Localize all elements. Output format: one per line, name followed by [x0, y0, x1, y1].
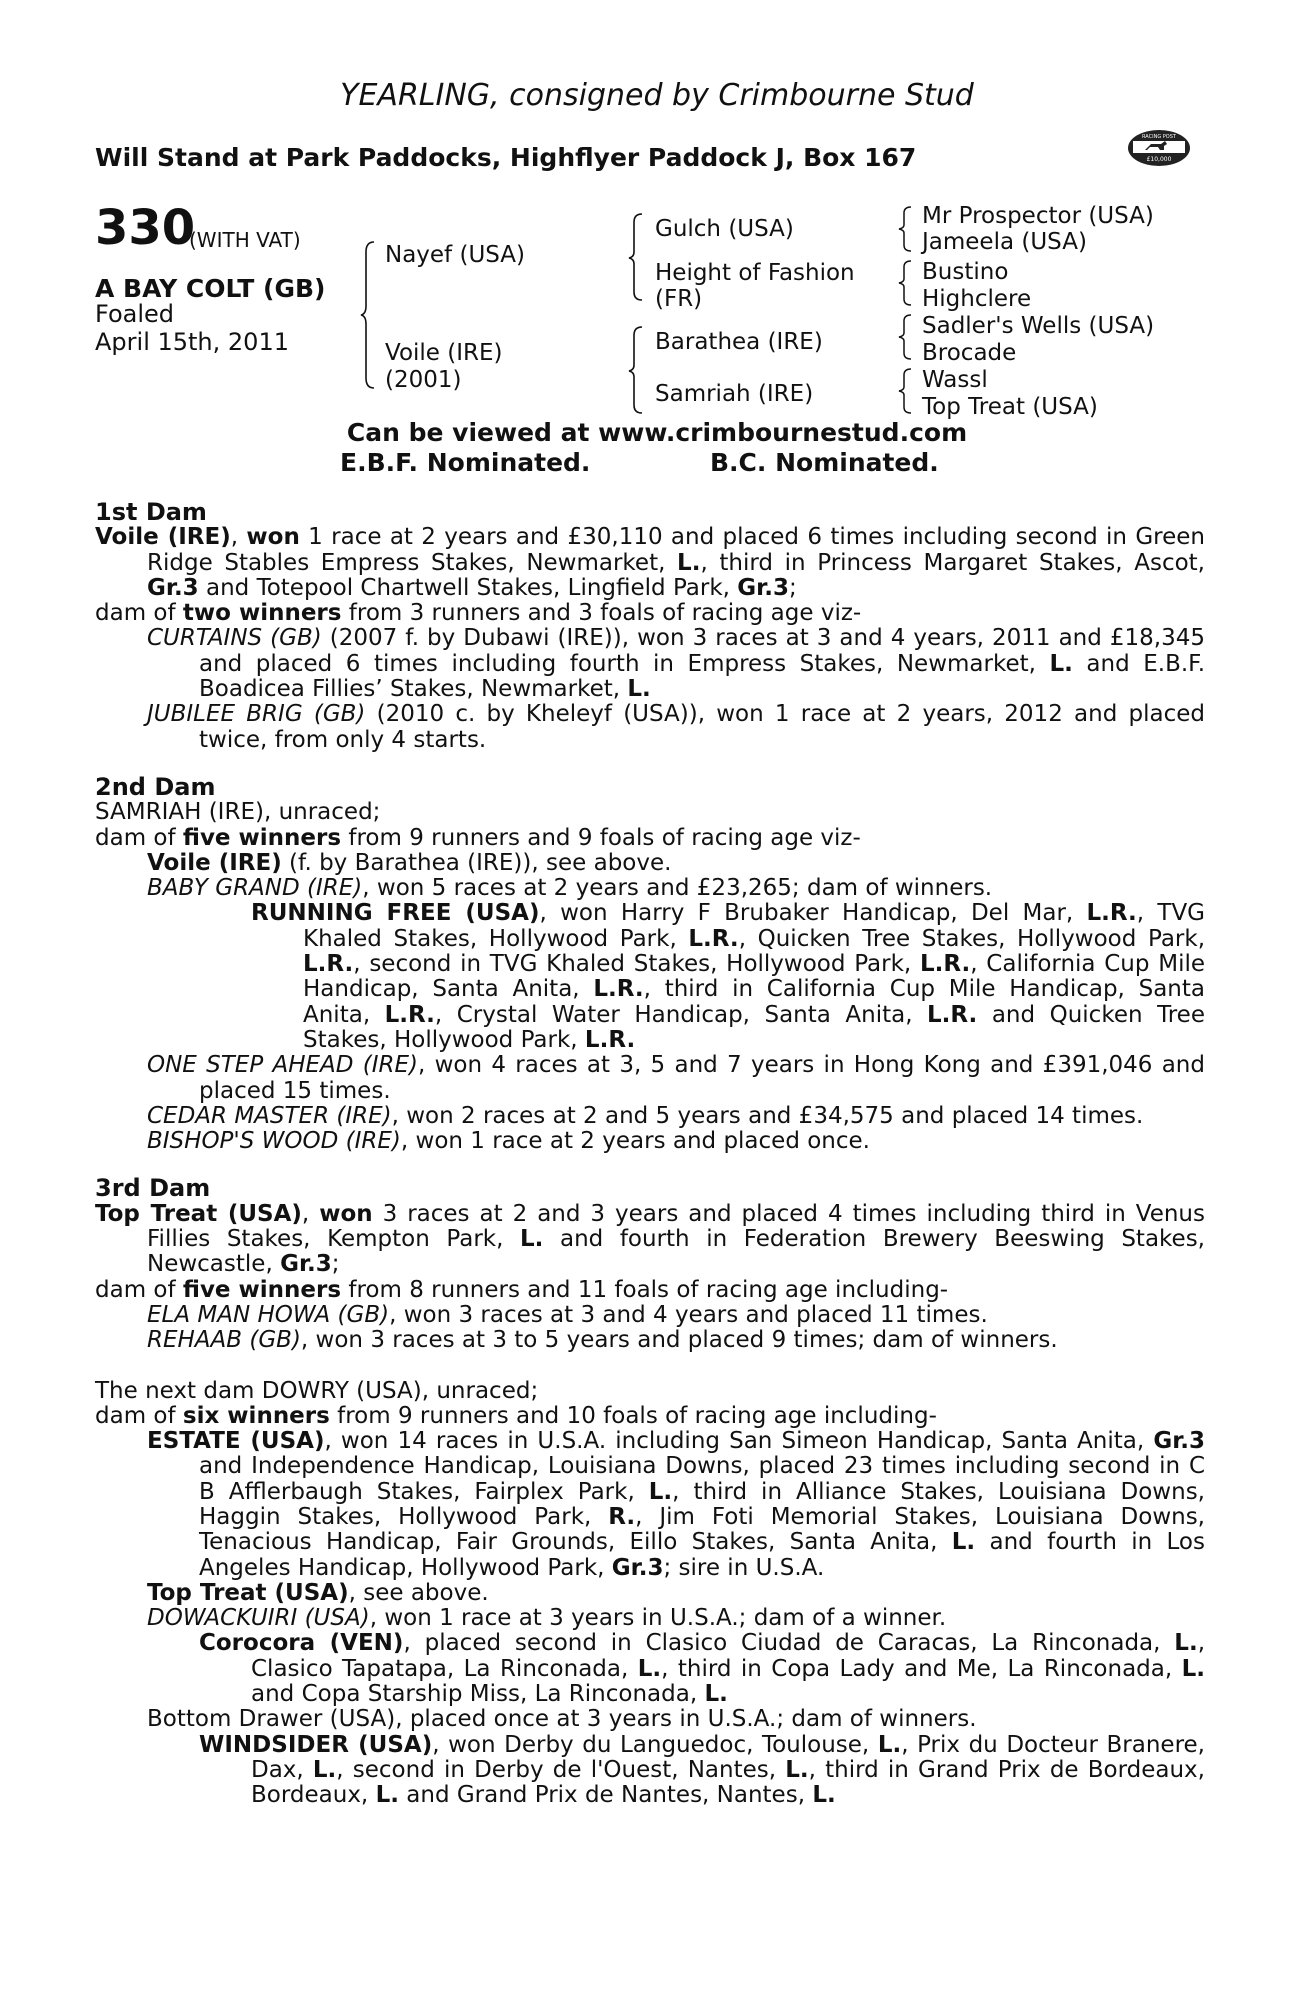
produce-corocora: Corocora (VEN), placed second in Clasico Ciudad de Caracas, La Rinconada, L., Clasico Tapatapa, La Rinconada, L., third in Copa Lady and Me, La Rinconada, L. and Copa Starship Miss, La Rinconada, L.	[199, 1630, 1206, 1708]
pedigree-brace-ss	[898, 205, 916, 253]
pedigree-dds: Wassl	[922, 367, 988, 393]
second-dam-heading: 2nd Dam	[95, 772, 216, 801]
pedigree-brace-sd	[898, 259, 916, 307]
pedigree-brace-dd	[898, 367, 916, 415]
pedigree-ddd: Top Treat (USA)	[922, 394, 1098, 420]
horse-description: A BAY COLT (GB)	[95, 274, 326, 303]
produce-cedar-master: CEDAR MASTER (IRE), won 2 races at 2 and 5 years and £34,575 and placed 14 times.	[147, 1102, 1144, 1129]
produce-one-step-ahead: ONE STEP AHEAD (IRE), won 4 races at 3, 5 and 7 years in Hong Kong and £391,046 and placed 15 times.	[147, 1052, 1205, 1104]
pedigree-dam: Voile (IRE)	[385, 340, 503, 366]
first-dam-heading: 1st Dam	[95, 498, 207, 526]
lot-number: 330	[95, 200, 196, 256]
ebf-nominated: E.B.F. Nominated.	[340, 448, 591, 477]
produce-ela-man-howa: ELA MAN HOWA (GB), won 3 races at 3 and 4 years and placed 11 times.	[147, 1301, 988, 1328]
pedigree-sire-dam-country: (FR)	[655, 286, 703, 312]
second-dam-summary: dam of five winners from 9 runners and 9 foals of racing age viz-	[95, 824, 861, 851]
produce-rehaab: REHAAB (GB), won 3 races at 3 to 5 years and placed 9 times; dam of winners.	[147, 1327, 1058, 1354]
produce-estate: ESTATE (USA), won 14 races in U.S.A. including San Simeon Handicap, Santa Anita, Gr.3 and Independence Handicap, Louisiana Downs, placed 23 times including second in C B Afflerbaugh Stakes, Fairplex Park, L., third in Alliance Stakes, Louisiana Downs, Haggin Stakes, Hollywood Park, R., Jim Foti Memorial Stakes, Louisiana Downs, Tenacious Handicap, Fair Grounds, Eillo Stakes, Santa Anita, L. and fourth in Los Angeles Handicap, Hollywood Park, Gr.3; sire in U.S.A.	[147, 1428, 1205, 1581]
page-title: YEARLING, consigned by Crimbourne Stud	[340, 78, 974, 113]
pedigree-sire-sire: Gulch (USA)	[655, 216, 794, 242]
dam-produce-summary: dam of two winners from 3 runners and 3 foals of racing age viz-	[95, 600, 862, 627]
produce-voile: Voile (IRE) (f. by Barathea (IRE)), see above.	[147, 849, 672, 876]
svg-text:RACING POST: RACING POST	[1142, 134, 1176, 140]
pedigree-sds: Bustino	[922, 259, 1009, 285]
produce-baby-grand: BABY GRAND (IRE), won 5 races at 2 years and £23,265; dam of winners.	[147, 875, 993, 902]
pedigree-brace-dam	[628, 325, 648, 415]
pedigree-dam-year: (2001)	[385, 367, 462, 393]
racing-post-bonus-logo	[1127, 128, 1191, 168]
pedigree-dsd: Brocade	[922, 340, 1017, 366]
pedigree-dam-dam: Samriah (IRE)	[655, 381, 814, 407]
pedigree-brace-sire	[628, 212, 648, 302]
produce-top-treat: Top Treat (USA), see above.	[147, 1579, 489, 1606]
produce-dowackuiri: DOWACKUIRI (USA), won 1 race at 3 years in U.S.A.; dam of a winner.	[147, 1605, 947, 1632]
svg-text:£10,000: £10,000	[1146, 156, 1172, 163]
foaled-date: April 15th, 2011	[95, 328, 289, 356]
pedigree-dam-sire: Barathea (IRE)	[655, 329, 823, 355]
produce-running-free: RUNNING FREE (USA), won Harry F Brubaker Handicap, Del Mar, L.R., TVG Khaled Stakes, Hollywood Park, L.R., Quicken Tree Stakes, Hollywood Park, L.R., second in TVG Khaled Stakes, Hollywood Park, L.R., California Cup Mile Handicap, Santa Anita, L.R., third in California Cup Mile Handicap, Santa Anita, L.R., Crystal Water Handicap, Santa Anita, L.R. and Quicken Tree Stakes, Hollywood Park, L.R.	[251, 900, 1206, 1053]
pedigree-sire: Nayef (USA)	[385, 242, 526, 268]
bc-nominated: B.C. Nominated.	[710, 448, 939, 477]
third-dam-summary: dam of five winners from 8 runners and 11 foals of racing age including-	[95, 1276, 949, 1303]
third-dam-entry: Top Treat (USA), won 3 races at 2 and 3 years and placed 4 times including third in Venus Fillies Stakes, Kempton Park, L. and fourth in Federation Brewery Beeswing Stakes, Newcastle, Gr.3;	[95, 1200, 1205, 1278]
pedigree-sdd: Highclere	[922, 286, 1032, 312]
second-dam-name: SAMRIAH (IRE), unraced;	[95, 799, 381, 826]
produce-bishops-wood: BISHOP'S WOOD (IRE), won 1 race at 2 years and placed once.	[147, 1128, 870, 1155]
pedigree-sss: Mr Prospector (USA)	[922, 203, 1154, 229]
dam-voile-entry: Voile (IRE), won 1 race at 2 years and £30,110 and placed 6 times including second in Green Ridge Stables Empress Stakes, Newmarket, L., third in Princess Margaret Stakes, Ascot, Gr.3 and Totepool Chartwell Stakes, Lingfield Park, Gr.3;	[95, 524, 1205, 601]
produce-windsider: WINDSIDER (USA), won Derby du Languedoc, Toulouse, L., Prix du Docteur Branere, Dax, L., second in Derby de l'Ouest, Nantes, L., third in Grand Prix de Bordeaux, Bordeaux, L. and Grand Prix de Nantes, Nantes, L.	[199, 1731, 1205, 1809]
produce-jubilee-brig: JUBILEE BRIG (GB) (2010 c. by Kheleyf (USA)), won 1 race at 2 years, 2012 and placed twice, from only 4 starts.	[147, 701, 1205, 753]
next-dam-name: The next dam DOWRY (USA), unraced;	[95, 1377, 539, 1404]
produce-bottom-drawer: Bottom Drawer (USA), placed once at 3 years in U.S.A.; dam of winners.	[147, 1706, 977, 1733]
stand-location: Will Stand at Park Paddocks, Highflyer Paddock J, Box 167	[95, 143, 917, 172]
pedigree-brace-sire-dam	[360, 240, 380, 390]
vat-label: (WITH VAT)	[189, 228, 301, 252]
viewing-website: Can be viewed at www.crimbournestud.com	[346, 418, 968, 447]
produce-curtains: CURTAINS (GB) (2007 f. by Dubawi (IRE)), won 3 races at 3 and 4 years, 2011 and £18,345 and placed 6 times including fourth in Empress Stakes, Newmarket, L. and E.B.F. Boadicea Fillies’ Stakes, Newmarket, L.	[147, 625, 1206, 703]
third-dam-heading: 3rd Dam	[95, 1174, 211, 1203]
foaled-info	[95, 300, 335, 356]
foaled-label: Foaled	[95, 300, 175, 328]
pedigree-ssd: Jameela (USA)	[922, 229, 1087, 255]
pedigree-sire-dam: Height of Fashion	[655, 260, 855, 286]
catalogue-body	[95, 500, 1205, 1809]
next-dam-summary: dam of six winners from 9 runners and 10 foals of racing age including-	[95, 1402, 937, 1429]
pedigree-dss: Sadler's Wells (USA)	[922, 313, 1155, 339]
pedigree-brace-ds	[898, 313, 916, 361]
